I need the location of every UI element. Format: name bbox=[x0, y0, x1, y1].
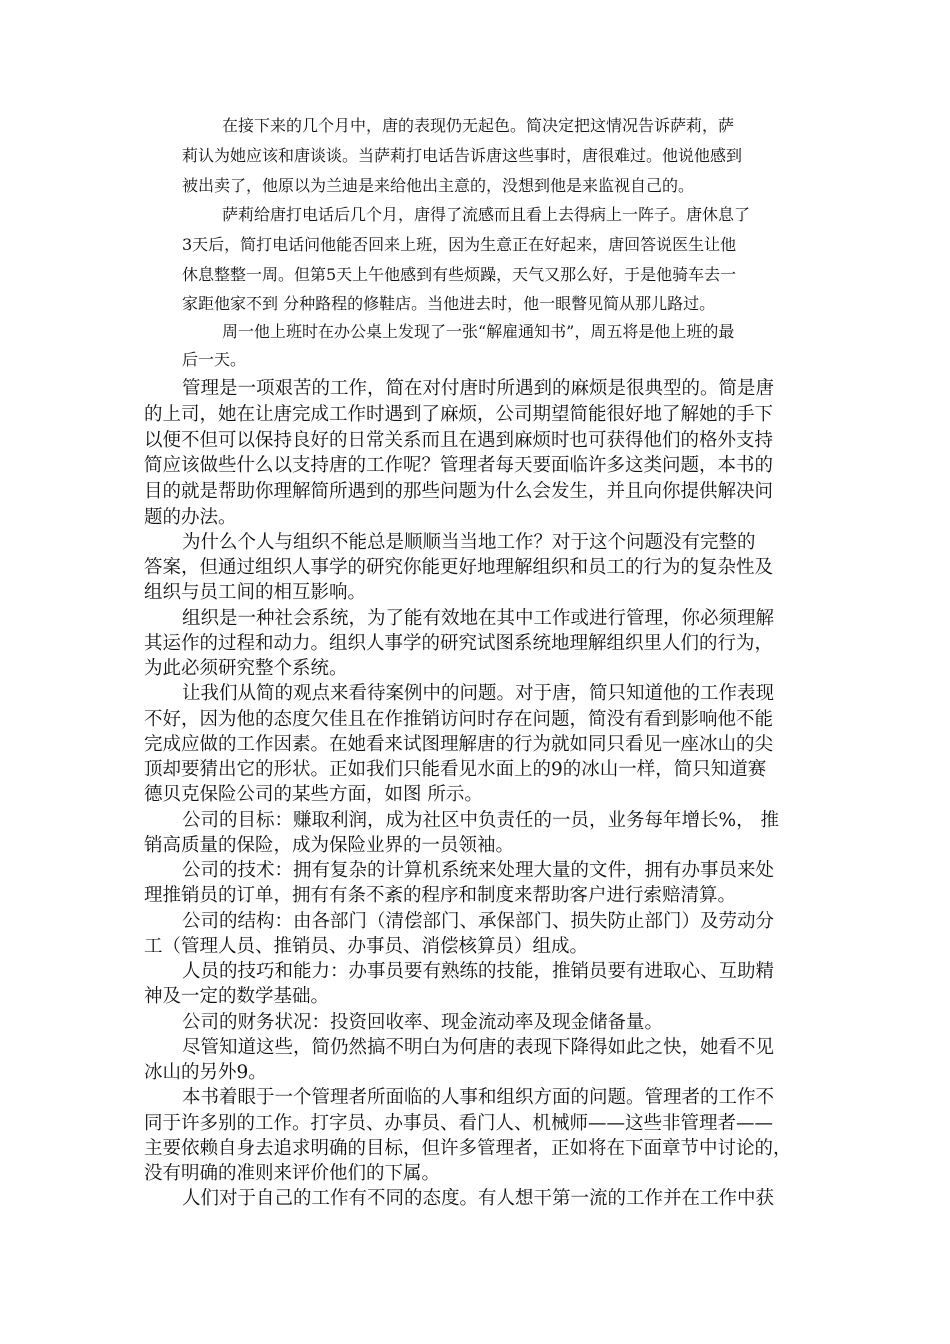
case-line: 后一天。 bbox=[182, 350, 247, 369]
body-line: 冰山的另外9。 bbox=[144, 1062, 267, 1083]
body-line: 让我们从简的观点来看待案例中的问题。对于唐，简只知道他的工作表现 bbox=[182, 683, 775, 704]
body-line: 尽管知道这些，简仍然搞不明白为何唐的表现下降得如此之快，她看不见 bbox=[182, 1037, 775, 1058]
body-line: 不好，因为他的态度欠佳且在作推销访问时存在问题，简没有看到影响他不能 bbox=[144, 709, 774, 730]
case-line: 莉认为她应该和唐谈谈。当萨莉打电话告诉唐这些事时，唐很难过。他说他感到 bbox=[182, 146, 743, 165]
body-line: 管理是一项艰苦的工作，简在对付唐时所遇到的麻烦是很典型的。简是唐 bbox=[182, 378, 775, 399]
body-line: 完成应做的工作因素。在她看来试图理解唐的行为就如同只看见一座冰山的尖 bbox=[144, 734, 774, 755]
body-line: 为此必须研究整个系统。 bbox=[144, 658, 348, 679]
body-line: 目的就是帮助你理解简所遇到的那些问题为什么会发生，并且向你提供解决问 bbox=[144, 481, 774, 502]
body-line: 主要依赖自身去追求明确的目标，但许多管理者，正如将在下面章节中讨论的， bbox=[144, 1138, 792, 1159]
body-line: 人们对于自己的工作有不同的态度。有人想干第一流的工作并在工作中获 bbox=[182, 1188, 775, 1209]
case-line: 萨莉给唐打电话后几个月，唐得了流感而且看上去得病上一阵子。唐休息了 bbox=[222, 205, 751, 224]
body-line: 本书着眼于一个管理者所面临的人事和组织方面的问题。管理者的工作不 bbox=[182, 1087, 775, 1108]
body-line: 公司的技术：拥有复杂的计算机系统来处理大量的文件，拥有办事员来处 bbox=[182, 860, 775, 881]
case-line: 周一他上班时在办公桌上发现了一张“解雇通知书”，周五将是他上班的最 bbox=[222, 322, 735, 341]
body-line: 理推销员的订单，拥有有条不紊的程序和制度来帮助客户进行索赔清算。 bbox=[144, 885, 737, 906]
body-line: 神及一定的数学基础。 bbox=[144, 986, 330, 1007]
body-line: 的上司，她在让唐完成工作时遇到了麻烦，公司期望简能很好地了解她的手下 bbox=[144, 404, 774, 425]
body-line: 简应该做些什么以支持唐的工作呢？管理者每天要面临许多这类问题，本书的 bbox=[144, 455, 774, 476]
body-line: 为什么个人与组织不能总是顺顺当当地工作？对于这个问题没有完整的 bbox=[182, 532, 756, 553]
body-line: 以便不但可以保持良好的日常关系而且在遇到麻烦时也可获得他们的格外支持 bbox=[144, 430, 774, 451]
body-line: 人员的技巧和能力：办事员要有熟练的技能，推销员要有进取心、互助精 bbox=[182, 961, 775, 982]
body-line: 组织是一种社会系统，为了能有效地在其中工作或进行管理，你必须理解 bbox=[182, 608, 775, 629]
body-line: 顶却要猜出它的形状。正如我们只能看见水面上的9的冰山一样，简只知道赛 bbox=[144, 759, 767, 780]
body-line: 公司的财务状况：投资回收率、现金流动率及现金储备量。 bbox=[182, 1012, 664, 1033]
body-line: 组织与员工间的相互影响。 bbox=[144, 582, 367, 603]
case-line: 在接下来的几个月中，唐的表现仍无起色。简决定把这情况告诉萨莉，萨 bbox=[222, 116, 735, 135]
case-line: 被出卖了，他原以为兰迪是来给他出主意的，没想到他是来监视自己的。 bbox=[182, 176, 695, 195]
body-line: 答案，但通过组织人事学的研究你能更好地理解组织和员工的行为的复杂性及 bbox=[144, 557, 774, 578]
body-line: 公司的目标：赚取利润，成为社区中负责任的一员，业务每年增长%， 推 bbox=[182, 810, 779, 831]
body-line: 其运作的过程和动力。组织人事学的研究试图系统地理解组织里人们的行为， bbox=[144, 633, 774, 654]
case-line: 家距他家不到 分种路程的修鞋店。当他进去时，他一眼瞥见简从那儿路过。 bbox=[182, 294, 716, 313]
body-line: 没有明确的准则来评价他们的下属。 bbox=[144, 1163, 441, 1184]
body-line: 题的办法。 bbox=[144, 507, 237, 528]
body-line: 工（管理人员、推销员、办事员、消偿核算员）组成。 bbox=[144, 936, 589, 957]
case-line: 休息整整一周。但第5天上午他感到有些烦躁，天气又那么好，于是他骑车去一 bbox=[182, 265, 737, 284]
body-line: 德贝克保险公司的某些方面，如图 所示。 bbox=[144, 784, 483, 805]
body-line: 销高质量的保险，成为保险业界的一员领袖。 bbox=[144, 835, 515, 856]
case-line: 3天后，简打电话问他能否回来上班，因为生意正在好起来，唐回答说医生让他 bbox=[182, 235, 737, 254]
body-line: 公司的结构：由各部门（清偿部门、承保部门、损失防止部门）及劳动分 bbox=[182, 911, 775, 932]
body-line: 同于许多别的工作。打字员、办事员、看门人、机械师——这些非管理者—— bbox=[144, 1113, 774, 1134]
